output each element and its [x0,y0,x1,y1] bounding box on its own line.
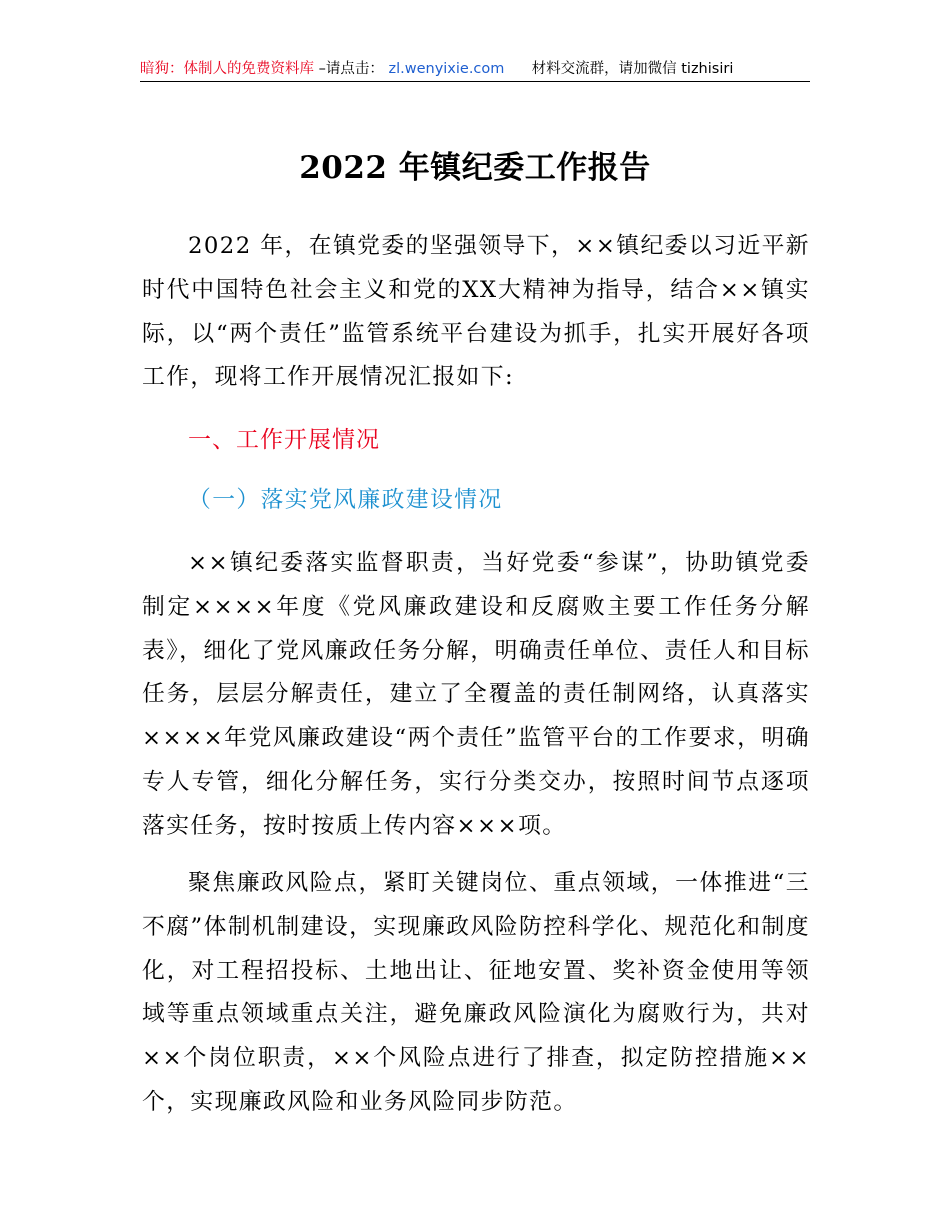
section-heading: 一、工作开展情况 [188,427,380,453]
header-link[interactable]: zl.wenyixie.com [388,61,505,77]
document-title: 2022 年镇纪委工作报告 [299,150,651,186]
intro-paragraph: 2022 年，在镇党委的坚强领导下，××镇纪委以习近平新时代中国特色社会主义和党的XX大精神为指导，结合××镇实际，以“两个责任”监管系统平台建设为抓手，扎实开展好各项工作，现将工作开展情况汇报如下: [142,233,810,391]
body-paragraph-1: ××镇纪委落实监督职责，当好党委“参谋”，协助镇党委制定××××年度《党风廉政建设和反腐败主要工作任务分解表》，细化了党风廉政任务分解，明确责任单位、责任人和目标任务，层层分解责任，建立了全覆盖的责任制网络，认真落实××××年党风廉政建设“两个责任”监管平台的工作要求，明确专人专管，细化分解任务，实行分类交办，按照时间节点逐项落实任务，按时按质上传内容×××项。 [142,550,810,839]
header-divider [140,81,810,82]
subsection-heading: （一）落实党风廉政建设情况 [188,487,503,513]
body-paragraph-2: 聚焦廉政风险点，紧盯关键岗位、重点领域，一体推进“三不腐”体制机制建设，实现廉政风险防控科学化、规范化和制度化，对工程招投标、土地出让、征地安置、奖补资金使用等领域等重点领域重点关注，避免廉政风险演化为腐败行为，共对××个岗位职责，××个风险点进行了排查，拟定防控措施××个，实现廉政风险和业务风险同步防范。 [142,870,810,1115]
header-contact: 材料交流群，请加微信 tizhisiri [531,61,734,77]
header-click-prompt: –请点击： [318,61,384,77]
header-site-name: 暗狗：体制人的免费资料库 [140,61,314,77]
page-header [140,58,810,80]
